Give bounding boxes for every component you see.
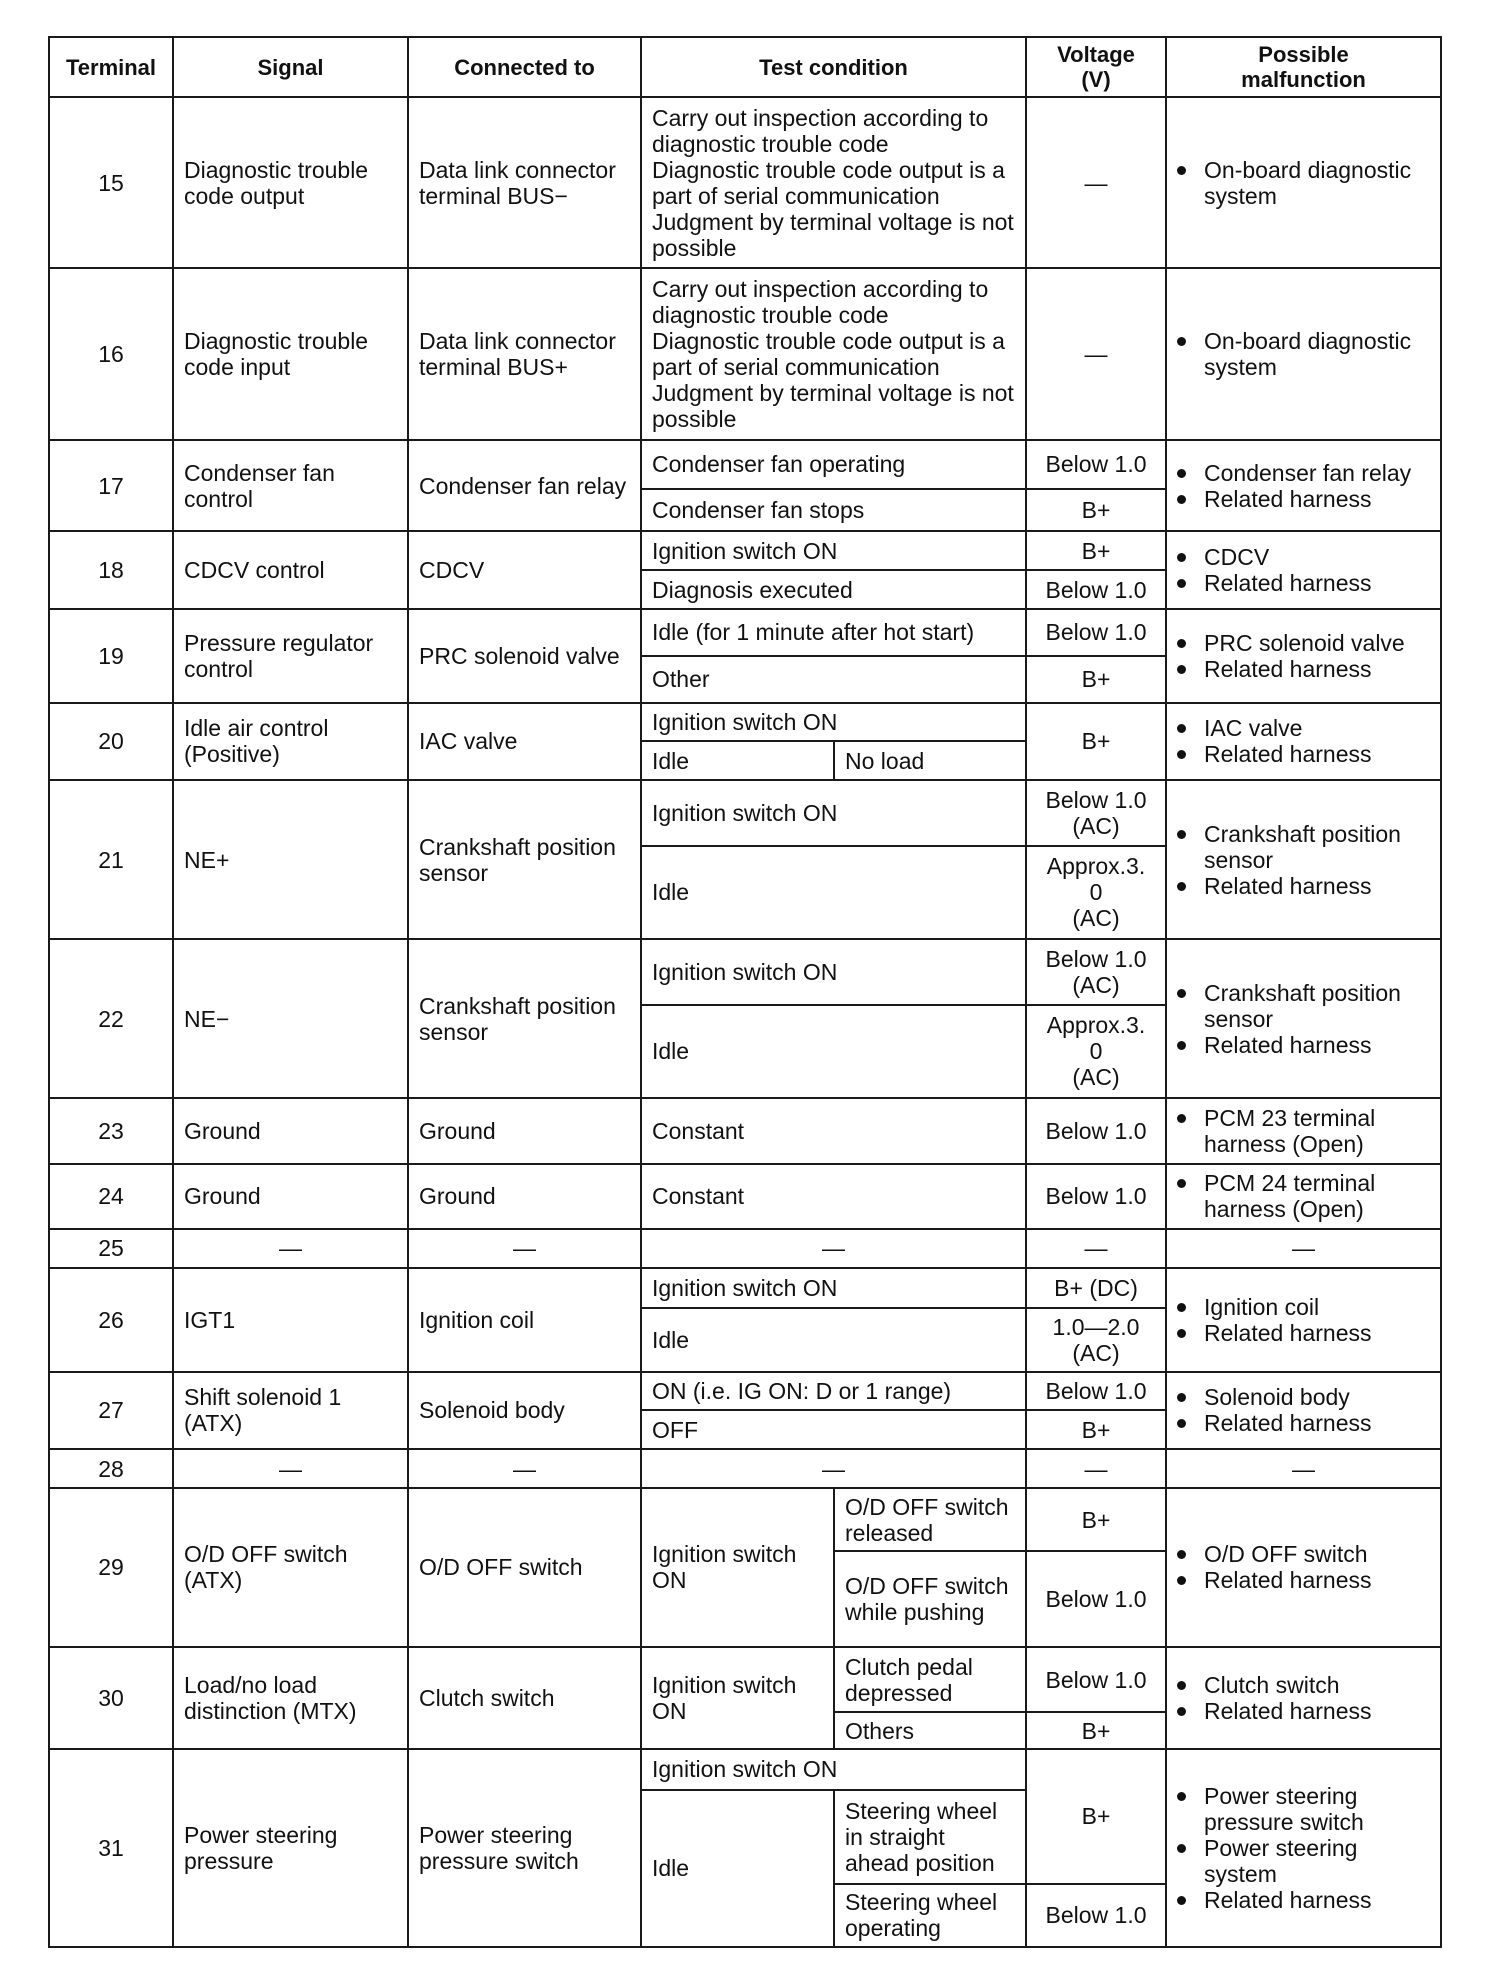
- possible-malfunction: Ignition coil Related harness: [1166, 1268, 1441, 1372]
- test-condition: ON (i.e. IG ON: D or 1 range): [641, 1372, 1026, 1411]
- test-condition: Ignition switch ON: [641, 1749, 1026, 1790]
- test-subcondition: O/D OFF switch while pushing: [834, 1551, 1026, 1647]
- voltage: Below 1.0: [1026, 609, 1166, 656]
- bullet-icon: [1177, 1576, 1186, 1585]
- voltage: Below 1.0: [1026, 1551, 1166, 1647]
- test-subcondition: O/D OFF switch released: [834, 1488, 1026, 1551]
- test-condition: Other: [641, 656, 1026, 703]
- test-condition: Ignition switch ON: [641, 531, 1026, 570]
- test-subcondition: Steering wheel in straight ahead position: [834, 1790, 1026, 1884]
- terminal-number: 25: [49, 1229, 173, 1268]
- bullet-icon: [1177, 553, 1186, 562]
- test-condition: —: [641, 1229, 1026, 1268]
- connected-to: O/D OFF switch: [408, 1488, 641, 1647]
- connected-to: CDCV: [408, 531, 641, 609]
- terminal-number: 28: [49, 1449, 173, 1488]
- possible-malfunction: PCM 23 terminal harness (Open): [1166, 1098, 1441, 1163]
- possible-malfunction: PCM 24 terminal harness (Open): [1166, 1164, 1441, 1229]
- test-condition: Condenser fan stops: [641, 489, 1026, 532]
- voltage: Below 1.0 (AC): [1026, 780, 1166, 845]
- connected-to: Clutch switch: [408, 1647, 641, 1749]
- test-condition: Idle: [641, 741, 834, 780]
- signal: Ground: [173, 1098, 408, 1163]
- bullet-icon: [1177, 989, 1186, 998]
- possible-malfunction: Power steering pressure switch Power steering system Related harness: [1166, 1749, 1441, 1947]
- table-row: [49, 268, 1441, 439]
- bullet-icon: [1177, 469, 1186, 478]
- voltage: —: [1026, 97, 1166, 268]
- test-subcondition: Clutch pedal depressed: [834, 1647, 1026, 1712]
- connected-to: Crankshaft position sensor: [408, 780, 641, 939]
- bullet-icon: [1177, 1393, 1186, 1402]
- test-subcondition: No load: [834, 741, 1026, 780]
- possible-malfunction: O/D OFF switch Related harness: [1166, 1488, 1441, 1647]
- table-row: [49, 1372, 1441, 1411]
- connected-to: PRC solenoid valve: [408, 609, 641, 703]
- bullet-icon: [1177, 1681, 1186, 1690]
- voltage: Below 1.0: [1026, 1098, 1166, 1163]
- signal: IGT1: [173, 1268, 408, 1372]
- voltage: Below 1.0: [1026, 440, 1166, 489]
- test-condition: Idle: [641, 1308, 1026, 1371]
- table-row: [49, 1229, 1441, 1268]
- bullet-icon: [1177, 1792, 1186, 1801]
- test-condition: Ignition switch ON: [641, 780, 1026, 845]
- table-row: [49, 531, 1441, 570]
- terminal-number: 18: [49, 531, 173, 609]
- test-condition: Ignition switch ON: [641, 1647, 834, 1749]
- possible-malfunction: CDCV Related harness: [1166, 531, 1441, 609]
- test-condition: Idle: [641, 846, 1026, 940]
- test-condition: Diagnosis executed: [641, 570, 1026, 609]
- voltage: Below 1.0: [1026, 1372, 1166, 1411]
- bullet-icon: [1177, 1041, 1186, 1050]
- signal: —: [173, 1449, 408, 1488]
- test-condition: —: [641, 1449, 1026, 1488]
- connected-to: Power steering pressure switch: [408, 1749, 641, 1947]
- signal: Idle air control (Positive): [173, 703, 408, 781]
- voltage: Below 1.0 (AC): [1026, 939, 1166, 1004]
- header-test-condition: Test condition: [641, 37, 1026, 97]
- bullet-icon: [1177, 1707, 1186, 1716]
- terminal-number: 30: [49, 1647, 173, 1749]
- connected-to: IAC valve: [408, 703, 641, 781]
- bullet-icon: [1177, 1896, 1186, 1905]
- voltage: B+: [1026, 656, 1166, 703]
- possible-malfunction: IAC valve Related harness: [1166, 703, 1441, 781]
- connected-to: Crankshaft position sensor: [408, 939, 641, 1098]
- test-condition: Constant: [641, 1164, 1026, 1229]
- bullet-icon: [1177, 495, 1186, 504]
- signal: Condenser fan control: [173, 440, 408, 532]
- bullet-icon: [1177, 639, 1186, 648]
- terminal-number: 22: [49, 939, 173, 1098]
- test-condition: Ignition switch ON: [641, 1268, 1026, 1309]
- signal: Diagnostic trouble code output: [173, 97, 408, 268]
- connected-to: —: [408, 1449, 641, 1488]
- terminal-number: 15: [49, 97, 173, 268]
- bullet-icon: [1177, 1550, 1186, 1559]
- test-subcondition: Others: [834, 1712, 1026, 1749]
- signal: Load/no load distinction (MTX): [173, 1647, 408, 1749]
- table-row: [49, 703, 1441, 742]
- connected-to: Data link connector terminal BUS+: [408, 268, 641, 439]
- voltage: B+: [1026, 703, 1166, 781]
- header-possible-malfunction: Possible malfunction: [1166, 37, 1441, 97]
- test-condition: Carry out inspection according to diagnostic trouble code Diagnostic trouble code output is a part of serial communication Judgment by terminal voltage is not possible: [641, 97, 1026, 268]
- voltage: B+: [1026, 1712, 1166, 1749]
- signal: CDCV control: [173, 531, 408, 609]
- signal: —: [173, 1229, 408, 1268]
- terminal-number: 20: [49, 703, 173, 781]
- terminal-number: 21: [49, 780, 173, 939]
- possible-malfunction: Solenoid body Related harness: [1166, 1372, 1441, 1450]
- connected-to: Ignition coil: [408, 1268, 641, 1372]
- test-condition: Idle: [641, 1790, 834, 1947]
- signal: Ground: [173, 1164, 408, 1229]
- signal: NE−: [173, 939, 408, 1098]
- voltage: —: [1026, 268, 1166, 439]
- header-signal: Signal: [173, 37, 408, 97]
- table-row: [49, 780, 1441, 845]
- bullet-icon: [1177, 830, 1186, 839]
- terminal-number: 31: [49, 1749, 173, 1947]
- test-condition: Ignition switch ON: [641, 1488, 834, 1647]
- terminal-number: 29: [49, 1488, 173, 1647]
- header-voltage: Voltage (V): [1026, 37, 1166, 97]
- test-condition: Idle: [641, 1005, 1026, 1099]
- voltage: B+: [1026, 531, 1166, 570]
- table-row: [49, 609, 1441, 656]
- header-connected-to: Connected to: [408, 37, 641, 97]
- connected-to: Condenser fan relay: [408, 440, 641, 532]
- bullet-icon: [1177, 665, 1186, 674]
- bullet-icon: [1177, 750, 1186, 759]
- signal: NE+: [173, 780, 408, 939]
- voltage: Below 1.0: [1026, 1884, 1166, 1947]
- bullet-icon: [1177, 724, 1186, 733]
- voltage: Below 1.0: [1026, 570, 1166, 609]
- terminal-number: 16: [49, 268, 173, 439]
- table-row: [49, 1268, 1441, 1309]
- table-row: [49, 1488, 1441, 1551]
- possible-malfunction: Condenser fan relay Related harness: [1166, 440, 1441, 532]
- test-condition: Ignition switch ON: [641, 703, 1026, 742]
- signal: Pressure regulator control: [173, 609, 408, 703]
- voltage: Approx.3. 0 (AC): [1026, 1005, 1166, 1099]
- header-terminal: Terminal: [49, 37, 173, 97]
- connected-to: Ground: [408, 1164, 641, 1229]
- test-condition: OFF: [641, 1410, 1026, 1449]
- voltage: Approx.3. 0 (AC): [1026, 846, 1166, 940]
- signal: Shift solenoid 1 (ATX): [173, 1372, 408, 1450]
- test-condition: Condenser fan operating: [641, 440, 1026, 489]
- table-row: [49, 1647, 1441, 1712]
- header-row: [49, 37, 1441, 97]
- bullet-icon: [1177, 1114, 1186, 1123]
- possible-malfunction: Clutch switch Related harness: [1166, 1647, 1441, 1749]
- test-subcondition: Steering wheel operating: [834, 1884, 1026, 1947]
- test-condition: Carry out inspection according to diagnostic trouble code Diagnostic trouble code output is a part of serial communication Judgment by terminal voltage is not possible: [641, 268, 1026, 439]
- table-row: [49, 1749, 1441, 1790]
- test-condition: Constant: [641, 1098, 1026, 1163]
- table-row: [49, 1098, 1441, 1163]
- possible-malfunction: Crankshaft position sensor Related harness: [1166, 780, 1441, 939]
- bullet-icon: [1177, 166, 1186, 175]
- bullet-icon: [1177, 579, 1186, 588]
- bullet-icon: [1177, 1179, 1186, 1188]
- terminal-number: 24: [49, 1164, 173, 1229]
- test-condition: Idle (for 1 minute after hot start): [641, 609, 1026, 656]
- signal: Diagnostic trouble code input: [173, 268, 408, 439]
- test-condition: Ignition switch ON: [641, 939, 1026, 1004]
- bullet-icon: [1177, 337, 1186, 346]
- possible-malfunction: PRC solenoid valve Related harness: [1166, 609, 1441, 703]
- voltage: B+: [1026, 1488, 1166, 1551]
- bullet-icon: [1177, 882, 1186, 891]
- bullet-icon: [1177, 1419, 1186, 1428]
- voltage: B+: [1026, 1749, 1166, 1884]
- terminal-number: 17: [49, 440, 173, 532]
- bullet-icon: [1177, 1844, 1186, 1853]
- possible-malfunction: —: [1166, 1449, 1441, 1488]
- bullet-icon: [1177, 1329, 1186, 1338]
- voltage: 1.0—2.0 (AC): [1026, 1308, 1166, 1371]
- terminal-number: 19: [49, 609, 173, 703]
- voltage: Below 1.0: [1026, 1164, 1166, 1229]
- table-row: [49, 1449, 1441, 1488]
- table-row: [49, 440, 1441, 489]
- connected-to: Data link connector terminal BUS−: [408, 97, 641, 268]
- bullet-icon: [1177, 1303, 1186, 1312]
- terminal-number: 23: [49, 1098, 173, 1163]
- voltage: —: [1026, 1449, 1166, 1488]
- table-row: [49, 97, 1441, 268]
- possible-malfunction: Crankshaft position sensor Related harness: [1166, 939, 1441, 1098]
- voltage: Below 1.0: [1026, 1647, 1166, 1712]
- signal: Power steering pressure: [173, 1749, 408, 1947]
- connected-to: Solenoid body: [408, 1372, 641, 1450]
- terminal-number: 26: [49, 1268, 173, 1372]
- connected-to: —: [408, 1229, 641, 1268]
- connected-to: Ground: [408, 1098, 641, 1163]
- possible-malfunction: On-board diagnostic system: [1166, 268, 1441, 439]
- table-row: [49, 1164, 1441, 1229]
- signal: O/D OFF switch (ATX): [173, 1488, 408, 1647]
- possible-malfunction: On-board diagnostic system: [1166, 97, 1441, 268]
- voltage: B+ (DC): [1026, 1268, 1166, 1309]
- table-row: [49, 939, 1441, 1004]
- voltage: B+: [1026, 1410, 1166, 1449]
- terminal-voltage-table: [48, 36, 1442, 1948]
- voltage: —: [1026, 1229, 1166, 1268]
- terminal-number: 27: [49, 1372, 173, 1450]
- possible-malfunction: —: [1166, 1229, 1441, 1268]
- voltage: B+: [1026, 489, 1166, 532]
